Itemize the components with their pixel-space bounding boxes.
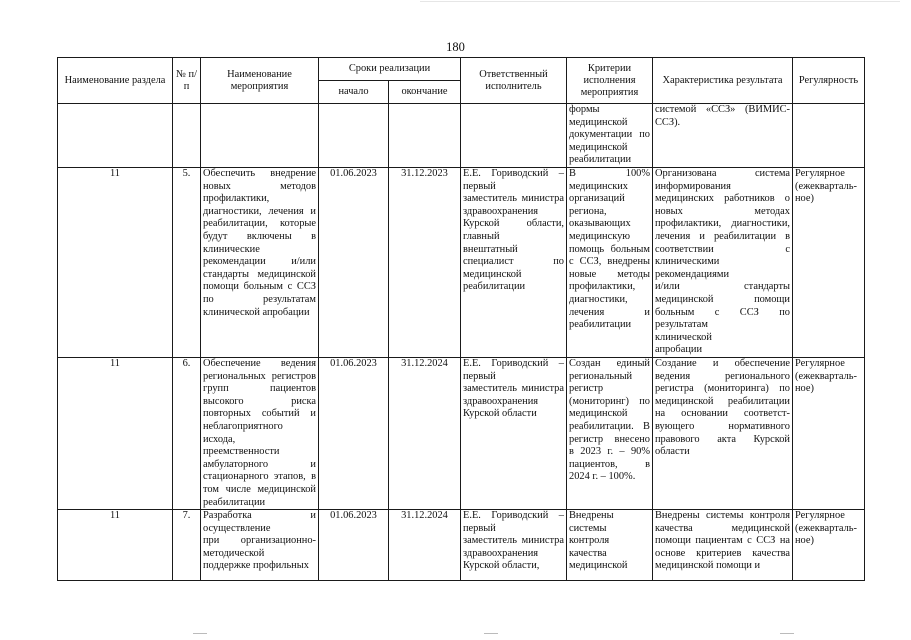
text-line: преемственности (203, 446, 280, 458)
text-line: результатам (655, 319, 708, 331)
header-row (58, 58, 865, 81)
text-line: профилактики, диагностики, (655, 218, 790, 230)
text-line: качества (569, 547, 607, 559)
text-line: Регулярное (795, 510, 845, 522)
table-row (58, 167, 865, 357)
text-line: амбулаторного и (203, 458, 316, 470)
text-line: профилактики, (569, 281, 636, 293)
text-line: основе критериев качества (655, 547, 790, 559)
text-line: информирования (655, 180, 731, 192)
text-line: медицинской помощи (655, 293, 790, 305)
text-line: регистр внесено (569, 433, 650, 445)
cell-end: 31.12.2023 (389, 167, 461, 357)
cell-criteria (567, 104, 653, 168)
text-line: здравоохранения (463, 205, 539, 217)
text-line: новых методах (655, 205, 790, 217)
cell-start: 01.06.2023 (319, 167, 389, 357)
cell-result (653, 510, 793, 581)
cell-criteria (567, 357, 653, 509)
header-responsible: Ответственный исполнитель (461, 58, 567, 104)
cell-activity (201, 510, 319, 581)
text-line: в 2023 г. – 90% (569, 446, 650, 458)
text-line: документации по (569, 129, 650, 141)
text-line: ное) (795, 383, 814, 395)
text-line: помощь больным (569, 243, 650, 255)
text-line: Е.Е. Гориводский – (463, 510, 564, 522)
text-line: Обеспечение ведения (203, 357, 316, 369)
cell-section: 11 (58, 510, 173, 581)
text-line: медицинских (569, 180, 628, 192)
text-line: диагностики, (569, 293, 628, 305)
text-line: будут включены в (203, 230, 316, 242)
text-line: стандарты медицинской (203, 268, 316, 280)
cell-start: 01.06.2023 (319, 357, 389, 509)
text-line: области (655, 446, 690, 458)
text-line: медицинской помощи и (655, 560, 761, 572)
cell-regularity (793, 167, 865, 357)
cell-section: 11 (58, 167, 173, 357)
text-line: профилактики, (203, 193, 270, 205)
text-line: региональный (569, 370, 633, 382)
text-line: региональных регистров (203, 370, 316, 382)
text-line: заместитель министра (463, 383, 564, 395)
text-line: помощи больным с ССЗ (203, 281, 316, 293)
text-line: Е.Е. Гориводский – (463, 167, 564, 179)
cell-number: 6. (173, 357, 201, 509)
cell-activity (201, 167, 319, 357)
text-line: клинические (203, 243, 260, 255)
table-row (58, 510, 865, 581)
header-end: окончание (389, 81, 461, 104)
text-line: Организована система (655, 167, 790, 179)
text-line: (ежекварталь- (795, 522, 857, 534)
text-line: с ССЗ, внедрены (569, 256, 650, 268)
cell-number: 5. (173, 167, 201, 357)
text-line: медицинской (569, 408, 628, 420)
text-line: клинической апробации (203, 306, 310, 318)
text-line: (мониторинг) по (569, 395, 650, 407)
cell-empty (173, 104, 201, 168)
cell-section: 11 (58, 357, 173, 509)
header-deadlines: Сроки реализации (319, 58, 461, 81)
text-line: 2024 г. – 100%. (569, 471, 636, 483)
text-line: реабилитации, которые (203, 218, 316, 230)
table-row-continuation (58, 104, 865, 168)
text-line: здравоохранения (463, 547, 539, 559)
cell-regularity (793, 510, 865, 581)
text-line: рекомендации и/или (203, 256, 316, 268)
text-line: Регулярное (795, 357, 845, 369)
text-line: вующего нормативного (655, 420, 790, 432)
text-line: рекомендациями (655, 268, 730, 280)
text-line: Обеспечить внедрение (203, 167, 316, 179)
text-line: клиническими (655, 256, 720, 268)
cell-responsible (461, 357, 567, 509)
text-line: лечения и реабилитации в (655, 230, 790, 242)
text-line: больным с ССЗ по (655, 306, 790, 318)
text-line: лечения и (569, 306, 650, 318)
text-line: первый (463, 522, 496, 534)
text-line: медицинской (569, 116, 628, 128)
page-number: 180 (446, 40, 465, 54)
text-line: реабилитации (203, 496, 266, 508)
text-line: первый (463, 180, 496, 192)
cell-criteria (567, 510, 653, 581)
cell-empty (793, 104, 865, 168)
text-line: реабилитации. В (569, 420, 650, 432)
text-line: оказывающих (569, 218, 631, 230)
header-criteria: Критерии исполнения мероприятия (567, 58, 653, 104)
text-line: В 100% (569, 167, 650, 179)
cell-result (653, 167, 793, 357)
text-line: групп пациентов (203, 383, 316, 395)
text-line: исхода, (203, 433, 236, 445)
cell-result (653, 104, 793, 168)
header-activity-name: Наименование мероприятия (201, 58, 319, 104)
text-line: методической (203, 547, 265, 559)
header-regularity: Регулярность (793, 58, 865, 104)
cell-result (653, 357, 793, 509)
text-line: заместитель министра (463, 535, 564, 547)
text-line: Е.Е. Гориводский – (463, 357, 564, 369)
text-line: ведения регионального (655, 370, 790, 382)
cell-activity (201, 357, 319, 509)
cell-empty (201, 104, 319, 168)
cell-number: 7. (173, 510, 201, 581)
text-line: главный (463, 230, 500, 242)
cell-regularity (793, 357, 865, 509)
text-line: Курской области, (463, 218, 564, 230)
text-line: правового акта Курской (655, 433, 790, 445)
text-line: осуществление (203, 522, 271, 534)
cell-responsible (461, 510, 567, 581)
text-line: Создание и обеспечение (655, 357, 790, 369)
text-line: внештатный (463, 243, 518, 255)
text-line: медицинской реабилитации (655, 395, 790, 407)
scan-artifact-bottom-2 (484, 633, 498, 634)
text-line: контроля (569, 535, 610, 547)
text-line: новые методы (569, 268, 650, 280)
text-line: регистра (мониторинга) по (655, 383, 790, 395)
cell-empty (319, 104, 389, 168)
table-body (58, 104, 865, 581)
text-line: клинической (655, 331, 712, 343)
text-line: ССЗ). (655, 116, 681, 128)
text-line: повторных событий и (203, 408, 316, 420)
text-line: по результатам (203, 293, 316, 305)
text-line: региона, (569, 205, 607, 217)
text-line: реабилитации (569, 154, 632, 166)
header-start: начало (319, 81, 389, 104)
text-line: высокого риска (203, 395, 316, 407)
text-line: Регулярное (795, 167, 845, 179)
text-line: формы (569, 104, 600, 115)
text-line: медицинской (569, 560, 628, 572)
cell-responsible (461, 167, 567, 357)
scan-artifact-top (420, 1, 900, 2)
text-line: системы (569, 522, 607, 534)
text-line: соответствии с (655, 243, 790, 255)
text-line: ное) (795, 193, 814, 205)
text-line: организаций (569, 193, 625, 205)
header-result: Характеристика результата (653, 58, 793, 104)
text-line: медицинскую (569, 230, 631, 242)
text-line: Внедрены (569, 510, 614, 522)
text-line: качества медицинской (655, 522, 790, 534)
cell-empty (461, 104, 567, 168)
text-line: Создан единый (569, 357, 650, 369)
cell-end: 31.12.2024 (389, 510, 461, 581)
text-line: на основании соответст- (655, 408, 790, 420)
table-row (58, 357, 865, 509)
text-line: поддержке профильных (203, 560, 309, 572)
text-line: помощи пациентам с ССЗ на (655, 535, 790, 547)
text-line: Курской области, (463, 560, 540, 572)
cell-start: 01.06.2023 (319, 510, 389, 581)
text-line: реабилитации (463, 281, 526, 293)
scan-artifact-bottom-3 (780, 633, 794, 634)
text-line: при организационно- (203, 535, 316, 547)
text-line: первый (463, 370, 496, 382)
text-line: неблагоприятного (203, 420, 283, 432)
text-line: диагностики, лечения и (203, 205, 316, 217)
cell-criteria (567, 167, 653, 357)
text-line: новых методов (203, 180, 316, 192)
text-line: здравоохранения (463, 395, 539, 407)
text-line: системой «ССЗ» (ВИМИС- (655, 104, 790, 115)
text-line: Курской области (463, 408, 537, 420)
text-line: том числе медицинской (203, 483, 316, 495)
text-line: медицинских работников о (655, 193, 790, 205)
text-line: медицинской (569, 141, 628, 153)
text-line: апробации (655, 344, 703, 356)
header-number: № п/п (173, 58, 201, 104)
text-line: регистр (569, 383, 604, 395)
text-line: специалист по (463, 256, 564, 268)
text-line: и/или стандарты (655, 281, 790, 293)
text-line: медицинской (463, 268, 522, 280)
text-line: пациентов, в (569, 458, 650, 470)
scan-artifact-bottom-1 (193, 633, 207, 634)
text-line: стационарного этапов, в (203, 471, 316, 483)
text-line: Разработка и (203, 510, 316, 522)
cell-end: 31.12.2024 (389, 357, 461, 509)
text-line: заместитель министра (463, 193, 564, 205)
cell-empty (58, 104, 173, 168)
text-line: Внедрены системы контроля (655, 510, 790, 522)
text-line: ное) (795, 535, 814, 547)
text-line: реабилитации (569, 319, 632, 331)
text-line: (ежекварталь- (795, 370, 857, 382)
header-section-name: Наименование раздела (58, 58, 173, 104)
text-line: (ежекварталь- (795, 180, 857, 192)
cell-empty (389, 104, 461, 168)
activities-table (57, 57, 865, 581)
